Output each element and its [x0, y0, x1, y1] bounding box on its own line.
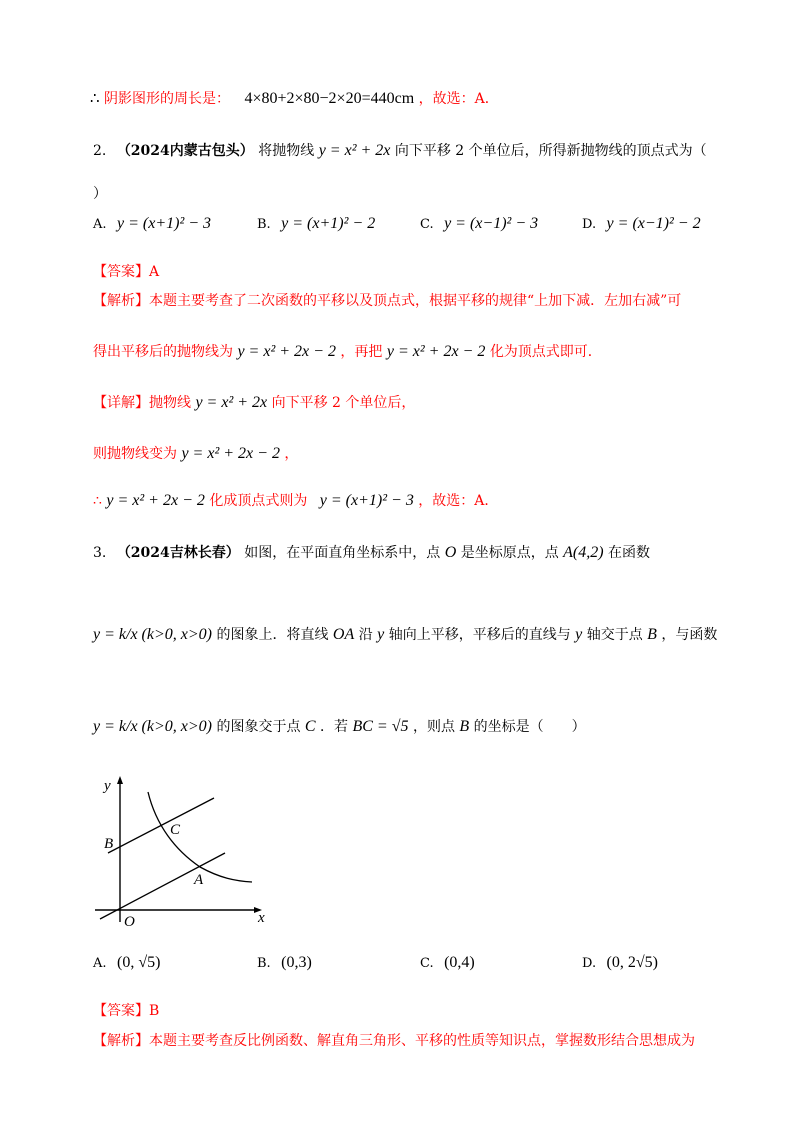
analysis-text: 本题主要考查反比例函数、解直角三角形、平移的性质等知识点，掌握数形结合思想成为 [149, 1033, 695, 1049]
option-b[interactable] [257, 215, 375, 233]
question-number: 3. [93, 545, 107, 561]
origin-label: O [124, 914, 135, 930]
option-formula: (0,4) [444, 954, 475, 971]
question-2-stem [93, 140, 707, 160]
question-text: 是坐标原点，点 [460, 545, 559, 561]
point-b-label: B [104, 836, 114, 852]
detail-text: ， [284, 446, 299, 462]
question-3-stem-line3 [93, 716, 586, 736]
detail-formula: y = x² + 2x − 2 [181, 445, 280, 462]
solution-line-perimeter [90, 88, 499, 108]
analysis-text: ，再把 [340, 344, 383, 360]
option-label: C. [420, 956, 434, 971]
perimeter-label: 阴影图形的周长是： [104, 91, 230, 107]
coordinate-figure [90, 770, 290, 930]
paren-close: ） [93, 186, 107, 202]
option-label: B. [257, 217, 271, 232]
option-formula: (0,3) [281, 954, 312, 971]
detail-formula: y = (x+1)² − 3 [319, 492, 414, 509]
question-text: 的图象上．将直线 [216, 627, 329, 643]
analysis-text: 本题主要考查了二次函数的平移以及顶点式，根据平移的规律“上加下减．左加右减”可 [149, 293, 682, 309]
option-label: D. [582, 956, 597, 971]
option-formula: y = (x+1)² − 2 [281, 215, 376, 232]
question-number: 2. [93, 143, 107, 159]
option-label: A. [93, 217, 107, 232]
question-text: 的坐标是（ ） [473, 719, 586, 735]
y-axis-symbol: y [377, 626, 385, 643]
option-formula: (0, √5) [116, 954, 161, 971]
option-formula: y = (x+1)² − 3 [116, 215, 212, 232]
question-text: 轴交于点 [586, 627, 643, 643]
function-formula: y = k/x (k>0, x>0) [93, 718, 212, 735]
option-c[interactable] [420, 215, 538, 233]
question-3-stem-line2 [93, 624, 717, 644]
option-label: B. [257, 956, 271, 971]
analysis-q2-line1 [93, 290, 681, 310]
perimeter-tail: ，故选：A． [418, 91, 499, 107]
therefore-symbol: ∴ [93, 493, 102, 509]
analysis-tag: 【解析】 [93, 1033, 149, 1049]
point-c-label: C [170, 822, 181, 838]
question-text: ．若 [320, 719, 349, 735]
option-label: D. [582, 217, 597, 232]
option-c[interactable] [420, 954, 475, 972]
detail-tag: 【详解】 [93, 395, 149, 411]
line-oa: OA [332, 626, 355, 643]
analysis-tag: 【解析】 [93, 293, 149, 309]
bc-length: BC = √5 [352, 718, 409, 735]
detail-text: 向下平移 2 个单位后， [271, 395, 416, 411]
detail-text: ，故选：A． [418, 493, 499, 509]
question-text: 将抛物线 [258, 143, 315, 159]
analysis-text: 得出平移后的抛物线为 [93, 344, 233, 360]
detail-text: 化成顶点式则为 [209, 493, 308, 509]
question-text: 如图，在平面直角坐标系中，点 [244, 545, 441, 561]
answer-q2: 【答案】A [93, 264, 160, 280]
detail-q2-line1 [93, 392, 415, 412]
detail-formula: y = x² + 2x [195, 394, 268, 411]
option-d[interactable] [582, 954, 658, 972]
analysis-q3-line1 [93, 1030, 695, 1050]
point-b: B [459, 718, 470, 735]
perimeter-formula: 4×80+2×80−2×20=440cm [244, 90, 415, 107]
x-axis-label: x [258, 910, 265, 926]
option-a[interactable] [93, 215, 211, 233]
detail-q2-line2 [93, 443, 298, 463]
option-label: A. [93, 956, 107, 971]
point-a: A(4,2) [563, 544, 604, 561]
question-text: 在函数 [608, 545, 651, 561]
option-formula: (0, 2√5) [606, 954, 658, 971]
question-text: 向下平移 2 个单位后，所得新抛物线的顶点式为（ [394, 143, 707, 159]
question-text: ，与函数 [661, 627, 718, 643]
question-3-stem-line1 [93, 542, 650, 562]
detail-text: 则抛物线变为 [93, 446, 177, 462]
parabola-formula: y = x² + 2x [318, 142, 391, 159]
line-oa-path [100, 853, 225, 919]
question-text: 轴向上平移，平移后的直线与 [388, 627, 571, 643]
option-d[interactable] [582, 215, 701, 233]
answer-q3: 【答案】B [93, 1003, 160, 1019]
point-b: B [647, 626, 657, 643]
y-axis-symbol: y [575, 626, 583, 643]
point-a-label: A [194, 872, 204, 888]
therefore-symbol: ∴ [90, 89, 100, 107]
detail-q2-line3 [93, 490, 498, 510]
analysis-text: 化为顶点式即可． [489, 344, 602, 360]
question-2-paren [93, 183, 107, 203]
analysis-q2-line2 [93, 341, 602, 361]
question-text: 的图象交于点 [216, 719, 301, 735]
y-axis-arrow [117, 776, 123, 784]
option-formula: y = (x−1)² − 3 [444, 215, 539, 232]
point-c: C [304, 718, 316, 735]
question-text: ，则点 [412, 719, 455, 735]
question-source: （2024内蒙古包头） [116, 143, 254, 159]
option-formula: y = (x−1)² − 2 [606, 215, 701, 232]
y-axis-label: y [104, 778, 111, 794]
question-text: 沿 [358, 627, 373, 643]
point-o: O [444, 544, 457, 561]
analysis-formula: y = x² + 2x − 2 [237, 343, 336, 360]
option-b[interactable] [257, 954, 312, 972]
option-label: C. [420, 217, 434, 232]
detail-formula: y = x² + 2x − 2 [106, 492, 205, 509]
function-formula: y = k/x (k>0, x>0) [93, 626, 212, 643]
detail-text: 抛物线 [149, 395, 191, 411]
question-source: （2024吉林长春） [116, 545, 240, 561]
option-a[interactable] [93, 954, 160, 972]
analysis-formula: y = x² + 2x − 2 [386, 343, 486, 360]
